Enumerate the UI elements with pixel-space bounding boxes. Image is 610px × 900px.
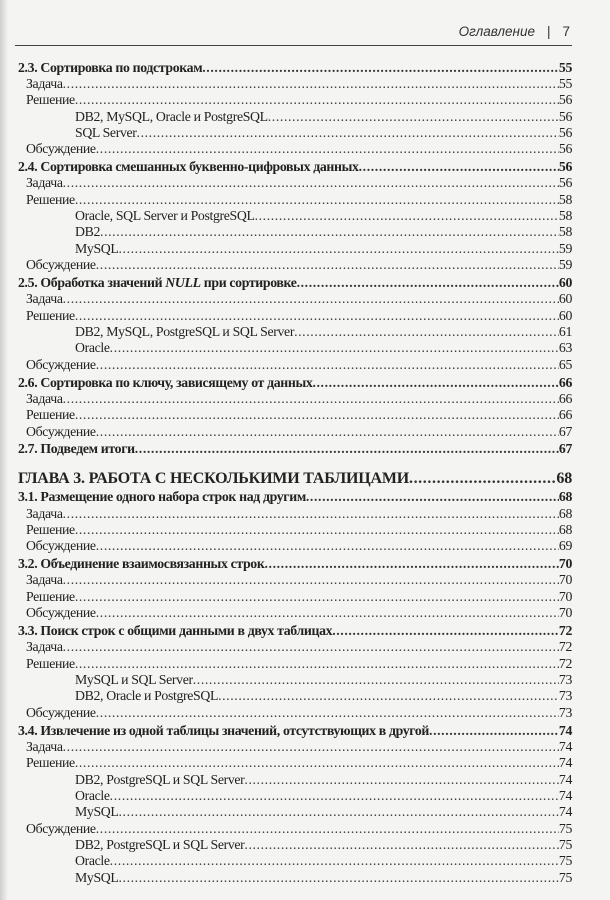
toc-entry[interactable] xyxy=(18,291,572,307)
dot-leader xyxy=(63,76,559,92)
toc-entry[interactable] xyxy=(18,788,572,804)
header-title: Оглавление xyxy=(458,24,535,39)
toc-entry-page: 60 xyxy=(558,307,572,323)
dot-leader xyxy=(96,424,559,440)
toc-entry[interactable] xyxy=(18,804,572,820)
toc-entry-title: Задача xyxy=(26,572,63,588)
toc-section[interactable] xyxy=(18,623,572,639)
toc-entry-title: SQL Server xyxy=(75,124,137,140)
dot-leader xyxy=(429,723,559,739)
toc-entry-title: DB2, MySQL, PostgreSQL и SQL Server xyxy=(75,324,295,339)
dot-leader xyxy=(96,605,559,621)
toc-entry[interactable] xyxy=(18,522,572,538)
toc-chapter[interactable] xyxy=(18,470,572,488)
toc-entry-title: Задача xyxy=(26,291,63,307)
dot-leader xyxy=(96,141,559,157)
toc-entry-page: 56 xyxy=(558,108,572,124)
toc-entry-title: Решение xyxy=(26,191,75,207)
toc-entry-page: 72 xyxy=(558,639,572,655)
dot-leader xyxy=(96,357,559,373)
toc-entry-page: 72 xyxy=(558,623,572,638)
toc-entry-title: Решение xyxy=(26,755,75,771)
dot-leader xyxy=(75,522,559,538)
toc-entry[interactable] xyxy=(18,772,572,788)
toc-entry-page: 58 xyxy=(558,224,572,240)
dot-leader xyxy=(63,572,559,588)
dot-leader xyxy=(135,441,559,457)
toc-entry[interactable] xyxy=(18,141,572,157)
toc-entry[interactable] xyxy=(18,605,572,621)
toc-entry-title: 2.5. Обработка значений NULL при сортировке xyxy=(18,274,297,290)
dot-leader xyxy=(312,375,558,391)
toc-section[interactable] xyxy=(18,159,572,175)
toc-entry[interactable] xyxy=(18,870,572,886)
toc-entry-page: 70 xyxy=(558,605,572,621)
toc-entry-page: 74 xyxy=(558,738,572,754)
toc-entry[interactable] xyxy=(18,357,572,373)
dot-leader xyxy=(118,241,558,257)
toc-entry[interactable] xyxy=(18,853,572,869)
toc-entry[interactable] xyxy=(18,208,572,224)
toc-entry-title: 3.4. Извлечение из одной таблицы значений, отсутствующих в другой xyxy=(18,722,430,738)
dot-leader xyxy=(63,391,559,407)
toc-entry-title: Oracle, SQL Server и PostgreSQL xyxy=(75,208,255,224)
toc-entry-page: 73 xyxy=(558,704,572,720)
page-number: 7 xyxy=(562,24,570,39)
toc-entry-page: 68 xyxy=(558,521,572,537)
dot-leader xyxy=(75,308,559,324)
toc-entry[interactable] xyxy=(18,192,572,208)
toc-entry-page: 59 xyxy=(558,257,572,273)
toc-entry-title: Oracle xyxy=(75,340,110,356)
toc-entry[interactable] xyxy=(18,572,572,588)
toc-entry-page: 72 xyxy=(558,655,572,671)
dot-leader xyxy=(96,538,559,554)
header-rule xyxy=(15,45,572,46)
toc-entry-title: Решение xyxy=(26,655,75,671)
page-edge-shadow xyxy=(0,0,8,900)
toc-entry-title: Задача xyxy=(26,390,63,406)
null-keyword: NULL xyxy=(165,274,201,290)
toc-entry-page: 74 xyxy=(558,804,572,820)
toc-entry-page: 70 xyxy=(558,588,572,604)
toc-entry[interactable] xyxy=(18,755,572,771)
toc-entry-page: 73 xyxy=(558,688,572,704)
toc-entry-title: Задача xyxy=(26,639,63,655)
toc-entry-title: DB2 xyxy=(75,224,101,240)
toc-entry[interactable] xyxy=(18,324,572,340)
dot-leader xyxy=(218,688,559,704)
header-separator: | xyxy=(546,24,551,39)
dot-leader xyxy=(100,224,559,240)
dot-leader xyxy=(63,291,559,307)
toc-section[interactable] xyxy=(18,275,572,291)
dot-leader xyxy=(96,257,559,273)
dot-leader xyxy=(244,772,558,788)
dot-leader xyxy=(63,175,559,191)
dot-leader xyxy=(63,506,559,522)
toc-entry-title: MySQL xyxy=(75,240,119,256)
dot-leader xyxy=(118,870,558,886)
toc-entry-title: 2.3. Сортировка по подстрокам xyxy=(18,59,203,75)
dot-leader xyxy=(75,192,559,208)
toc-entry-page: 74 xyxy=(558,771,572,787)
toc-entry-page: 75 xyxy=(558,853,572,869)
dot-leader xyxy=(96,705,559,721)
dot-leader xyxy=(96,821,559,837)
dot-leader xyxy=(63,739,559,755)
toc-entry-title: 2.7. Подведем итоги xyxy=(18,441,135,457)
toc-entry-page: 61 xyxy=(558,324,572,339)
toc-entry-title: Задача xyxy=(26,505,63,521)
toc-section[interactable] xyxy=(18,489,572,505)
toc-entry-page: 58 xyxy=(558,191,572,207)
dot-leader xyxy=(268,109,559,125)
toc-entry-title: Решение xyxy=(26,407,75,423)
dot-leader xyxy=(255,208,559,224)
toc-entry[interactable] xyxy=(18,688,572,704)
toc-entry-title: Решение xyxy=(26,521,75,537)
toc-entry-page: 66 xyxy=(558,407,572,423)
dot-leader xyxy=(110,853,559,869)
toc-entry-title: DB2, PostgreSQL и SQL Server xyxy=(75,771,245,787)
toc-entry-page: 60 xyxy=(558,291,572,307)
toc-entry-title: Обсуждение xyxy=(26,538,96,554)
toc-section[interactable] xyxy=(18,375,572,391)
toc-entry-page: 68 xyxy=(558,489,572,505)
toc-entry-page: 56 xyxy=(558,92,572,108)
toc-entry[interactable] xyxy=(18,125,572,141)
table-of-contents xyxy=(18,58,572,886)
toc-entry-title: Задача xyxy=(26,175,63,191)
toc-entry[interactable] xyxy=(18,639,572,655)
toc-entry-page: 74 xyxy=(558,755,572,771)
toc-entry[interactable] xyxy=(18,224,572,240)
toc-entry-title: Задача xyxy=(26,738,63,754)
toc-entry-title: Обсуждение xyxy=(26,820,96,836)
toc-entry[interactable] xyxy=(18,506,572,522)
toc-entry-title: Решение xyxy=(26,588,75,604)
toc-entry-page: 75 xyxy=(558,869,572,885)
toc-entry[interactable] xyxy=(18,109,572,125)
toc-entry[interactable] xyxy=(18,257,572,273)
toc-entry-title: Обсуждение xyxy=(26,605,96,621)
toc-entry-page: 66 xyxy=(558,390,572,406)
dot-leader xyxy=(306,489,559,505)
dot-leader xyxy=(75,656,559,672)
dot-leader xyxy=(409,470,556,488)
toc-entry[interactable] xyxy=(18,175,572,191)
toc-entry-title: Обсуждение xyxy=(26,356,96,372)
toc-entry[interactable] xyxy=(18,241,572,257)
toc-entry-page: 74 xyxy=(558,722,572,738)
toc-entry[interactable] xyxy=(18,705,572,721)
toc-entry-page: 69 xyxy=(558,538,572,554)
dot-leader xyxy=(294,324,559,340)
toc-entry-title: Обсуждение xyxy=(26,704,96,720)
toc-entry-page: 67 xyxy=(558,441,572,457)
toc-entry-page: 75 xyxy=(558,836,572,852)
toc-entry-page: 70 xyxy=(558,572,572,588)
toc-entry-title: Обсуждение xyxy=(26,141,96,157)
toc-entry[interactable] xyxy=(18,739,572,755)
toc-entry-page: 68 xyxy=(558,505,572,521)
dot-leader xyxy=(75,407,559,423)
toc-entry-page: 55 xyxy=(558,75,572,91)
toc-entry-title: ГЛАВА 3. РАБОТА С НЕСКОЛЬКИМИ ТАБЛИЦАМИ xyxy=(18,469,409,487)
toc-entry-title: Решение xyxy=(26,92,75,108)
toc-entry-page: 65 xyxy=(558,356,572,372)
dot-leader xyxy=(75,755,559,771)
toc-entry-page: 74 xyxy=(558,787,572,803)
dot-leader xyxy=(63,639,559,655)
toc-entry-title: Задача xyxy=(26,75,63,91)
toc-entry[interactable] xyxy=(18,92,572,108)
dot-leader xyxy=(202,60,559,76)
toc-entry-title: MySQL и SQL Server xyxy=(75,672,193,688)
toc-entry-title: Oracle xyxy=(75,787,110,803)
toc-entry-title: 3.2. Объединение взаимосвязанных строк xyxy=(18,556,265,572)
toc-section[interactable] xyxy=(18,60,572,76)
toc-entry[interactable] xyxy=(18,672,572,688)
toc-entry[interactable] xyxy=(18,391,572,407)
toc-entry-title: 3.1. Размещение одного набора строк над другим xyxy=(18,489,306,505)
dot-leader xyxy=(244,837,558,853)
toc-entry[interactable] xyxy=(18,424,572,440)
dot-leader xyxy=(75,92,559,108)
toc-entry[interactable] xyxy=(18,538,572,554)
toc-entry-page: 73 xyxy=(558,672,572,688)
toc-entry-page: 56 xyxy=(558,124,572,140)
toc-entry-title: 2.6. Сортировка по ключу, зависящему от данных xyxy=(18,374,313,390)
dot-leader xyxy=(110,340,559,356)
toc-entry[interactable] xyxy=(18,308,572,324)
toc-entry[interactable] xyxy=(18,76,572,92)
toc-entry[interactable] xyxy=(18,837,572,853)
toc-entry-page: 66 xyxy=(558,374,572,390)
dot-leader xyxy=(137,125,559,141)
toc-entry[interactable] xyxy=(18,589,572,605)
toc-entry-title: MySQL xyxy=(75,804,119,820)
dot-leader xyxy=(332,623,559,639)
toc-entry-title: DB2, Oracle и PostgreSQL xyxy=(75,688,219,704)
toc-entry-title: DB2, PostgreSQL и SQL Server xyxy=(75,836,245,852)
dot-leader xyxy=(193,672,559,688)
toc-entry-page: 55 xyxy=(558,59,572,75)
dot-leader xyxy=(264,556,558,572)
toc-entry-title: DB2, MySQL, Oracle и PostgreSQL xyxy=(75,108,268,124)
toc-entry-page: 68 xyxy=(556,469,572,487)
toc-entry-title: 3.3. Поиск строк с общими данными в двух таблицах xyxy=(18,623,333,638)
dot-leader xyxy=(118,804,558,820)
toc-section[interactable] xyxy=(18,556,572,572)
toc-entry-title: Обсуждение xyxy=(26,423,96,439)
toc-entry-page: 56 xyxy=(558,141,572,157)
toc-section[interactable] xyxy=(18,441,572,457)
toc-entry-page: 56 xyxy=(558,175,572,191)
toc-entry-page: 70 xyxy=(558,556,572,572)
toc-entry-page: 75 xyxy=(558,820,572,836)
toc-entry[interactable] xyxy=(18,821,572,837)
toc-entry-page: 63 xyxy=(558,340,572,356)
dot-leader xyxy=(297,275,559,291)
toc-entry-page: 58 xyxy=(558,208,572,224)
dot-leader xyxy=(75,589,559,605)
toc-entry-title: MySQL xyxy=(75,869,119,885)
running-header xyxy=(459,24,570,39)
toc-entry-page: 59 xyxy=(558,240,572,256)
toc-entry[interactable] xyxy=(18,656,572,672)
toc-entry-page: 56 xyxy=(558,159,572,175)
toc-entry-page: 67 xyxy=(558,423,572,439)
dot-leader xyxy=(110,788,559,804)
toc-entry-title: 2.4. Сортировка смешанных буквенно-цифровых данных xyxy=(18,159,359,175)
toc-entry-title: Обсуждение xyxy=(26,257,96,273)
toc-section[interactable] xyxy=(18,723,572,739)
toc-entry-title: Решение xyxy=(26,307,75,323)
toc-entry[interactable] xyxy=(18,407,572,423)
toc-entry[interactable] xyxy=(18,340,572,356)
dot-leader xyxy=(359,159,559,175)
toc-entry-title: Oracle xyxy=(75,853,110,869)
toc-entry-page: 60 xyxy=(558,274,572,290)
